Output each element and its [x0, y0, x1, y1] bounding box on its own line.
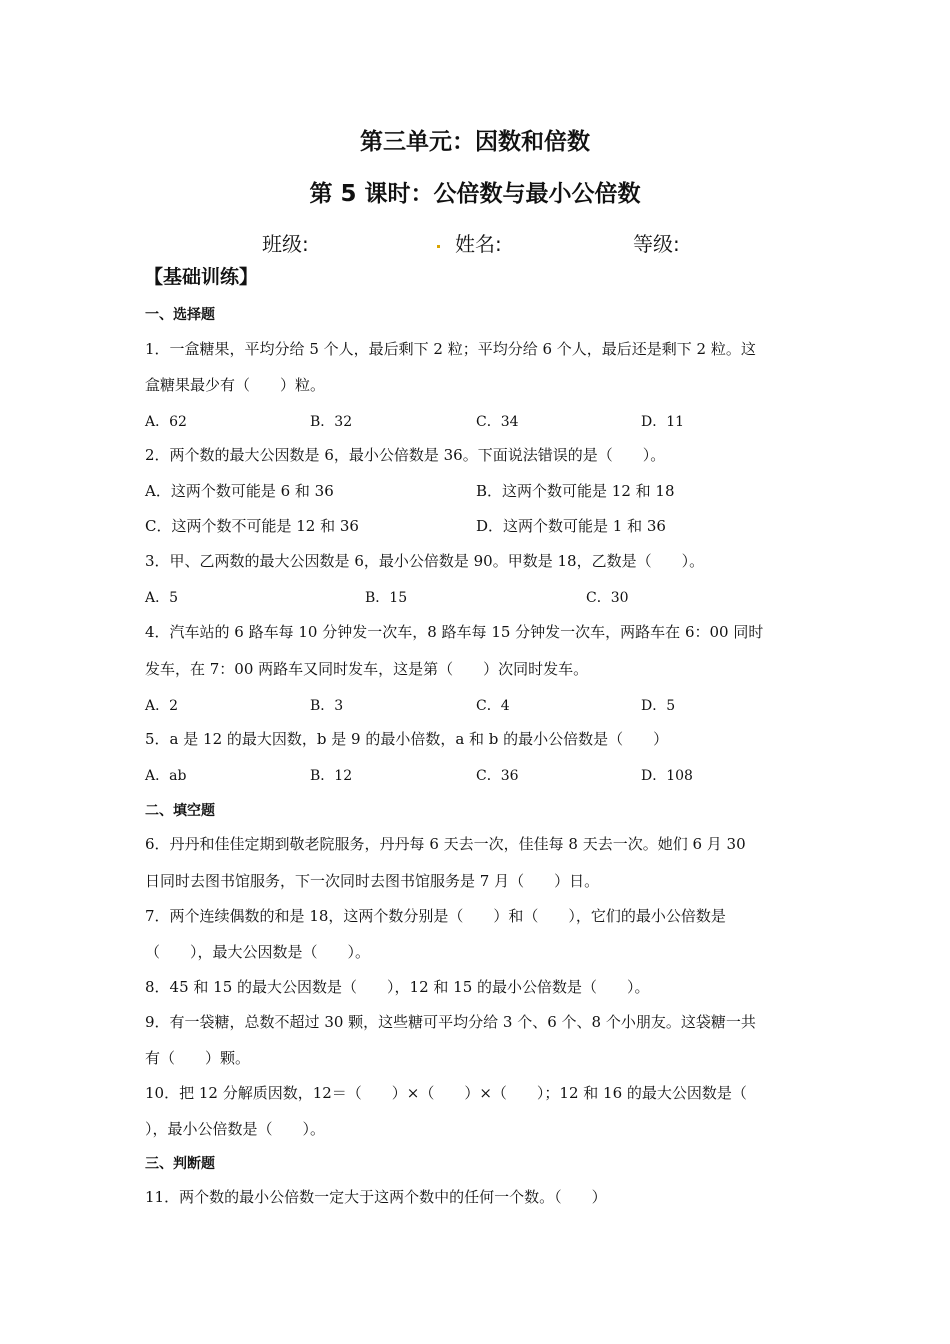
question-2-line-1: 2．两个数的最大公因数是 6，最小公倍数是 36。下面说法错误的是（ ）。 [145, 446, 666, 464]
question-5-line-1: 5．a 是 12 的最大因数，b 是 9 的最小倍数，a 和 b 的最小公倍数是（ ） [145, 730, 669, 748]
question-9-line-1: 9．有一袋糖，总数不超过 30 颗，这些糖可平均分给 3 个、6 个、8 个小朋友。这袋糖一共 [145, 1013, 756, 1031]
section-choice: 一、选择题 [145, 307, 215, 323]
q1-option-d: D．11 [641, 414, 685, 430]
basic-training-heading: 【基础训练】 [144, 266, 259, 288]
q3-option-b: B．15 [365, 590, 408, 606]
q1-option-b: B．32 [310, 414, 353, 430]
q2-option-b: B．这两个数可能是 12 和 18 [476, 482, 675, 500]
question-7-line-1: 7．两个连续偶数的和是 18，这两个数分别是（ ）和（ ），它们的最小公倍数是 [145, 907, 726, 925]
q5-option-a: A．ab [145, 768, 187, 784]
q5-option-b: B．12 [310, 768, 353, 784]
lesson-title: 第 5 课时：公倍数与最小公倍数 [309, 181, 641, 207]
q4-option-b: B．3 [310, 698, 344, 714]
grade-label: 等级: [633, 232, 680, 256]
section-fill: 二、填空题 [145, 803, 215, 819]
marker-dot [437, 245, 440, 248]
question-1-line-1: 1．一盒糖果，平均分给 5 个人，最后剩下 2 粒；平均分给 6 个人，最后还是剩下 2 粒。这 [145, 340, 756, 358]
section-judge: 三、判断题 [145, 1156, 215, 1172]
q2-option-d: D．这两个数可能是 1 和 36 [476, 517, 666, 535]
question-10-line-2: ），最小公倍数是（ ）。 [145, 1120, 326, 1138]
q1-option-c: C．34 [476, 414, 519, 430]
question-6-line-2: 日同时去图书馆服务，下一次同时去图书馆服务是 7 月（ ）日。 [145, 872, 600, 890]
q1-option-a: A．62 [145, 414, 187, 430]
q5-option-d: D．108 [641, 768, 693, 784]
question-4-line-1: 4．汽车站的 6 路车每 10 分钟发一次车，8 路车每 15 分钟发一次车，两路车在 6：00 同时 [145, 623, 764, 641]
question-10-line-1: 10．把 12 分解质因数，12＝（ ）×（ ）×（ ）；12 和 16 的最大公因数是（ [145, 1084, 747, 1102]
unit-title: 第三单元：因数和倍数 [360, 129, 590, 155]
question-7-line-2: （ ），最大公因数是（ ）。 [145, 943, 371, 961]
q2-option-c: C．这两个数不可能是 12 和 36 [145, 517, 359, 535]
q3-option-a: A．5 [145, 590, 179, 606]
question-3-line-1: 3．甲、乙两数的最大公因数是 6，最小公倍数是 90。甲数是 18，乙数是（ ）。 [145, 552, 705, 570]
question-9-line-2: 有（ ）颗。 [145, 1049, 251, 1067]
question-6-line-1: 6．丹丹和佳佳定期到敬老院服务，丹丹每 6 天去一次，佳佳每 8 天去一次。她们 6 月 30 [145, 835, 746, 853]
question-11-line-1: 11．两个数的最小公倍数一定大于这两个数中的任何一个数。（ ） [145, 1188, 607, 1206]
q4-option-c: C．4 [476, 698, 510, 714]
q5-option-c: C．36 [476, 768, 519, 784]
q3-option-c: C．30 [586, 590, 629, 606]
q4-option-a: A．2 [145, 698, 179, 714]
name-label: 姓名: [455, 232, 502, 256]
q2-option-a: A．这两个数可能是 6 和 36 [145, 482, 334, 500]
q4-option-d: D．5 [641, 698, 676, 714]
question-4-line-2: 发车，在 7：00 两路车又同时发车，这是第（ ）次同时发车。 [145, 660, 589, 678]
question-1-line-2: 盒糖果最少有（ ）粒。 [145, 376, 326, 394]
class-label: 班级: [262, 232, 309, 256]
question-8-line-1: 8．45 和 15 的最大公因数是（ ），12 和 15 的最小公倍数是（ ）。 [145, 978, 650, 996]
